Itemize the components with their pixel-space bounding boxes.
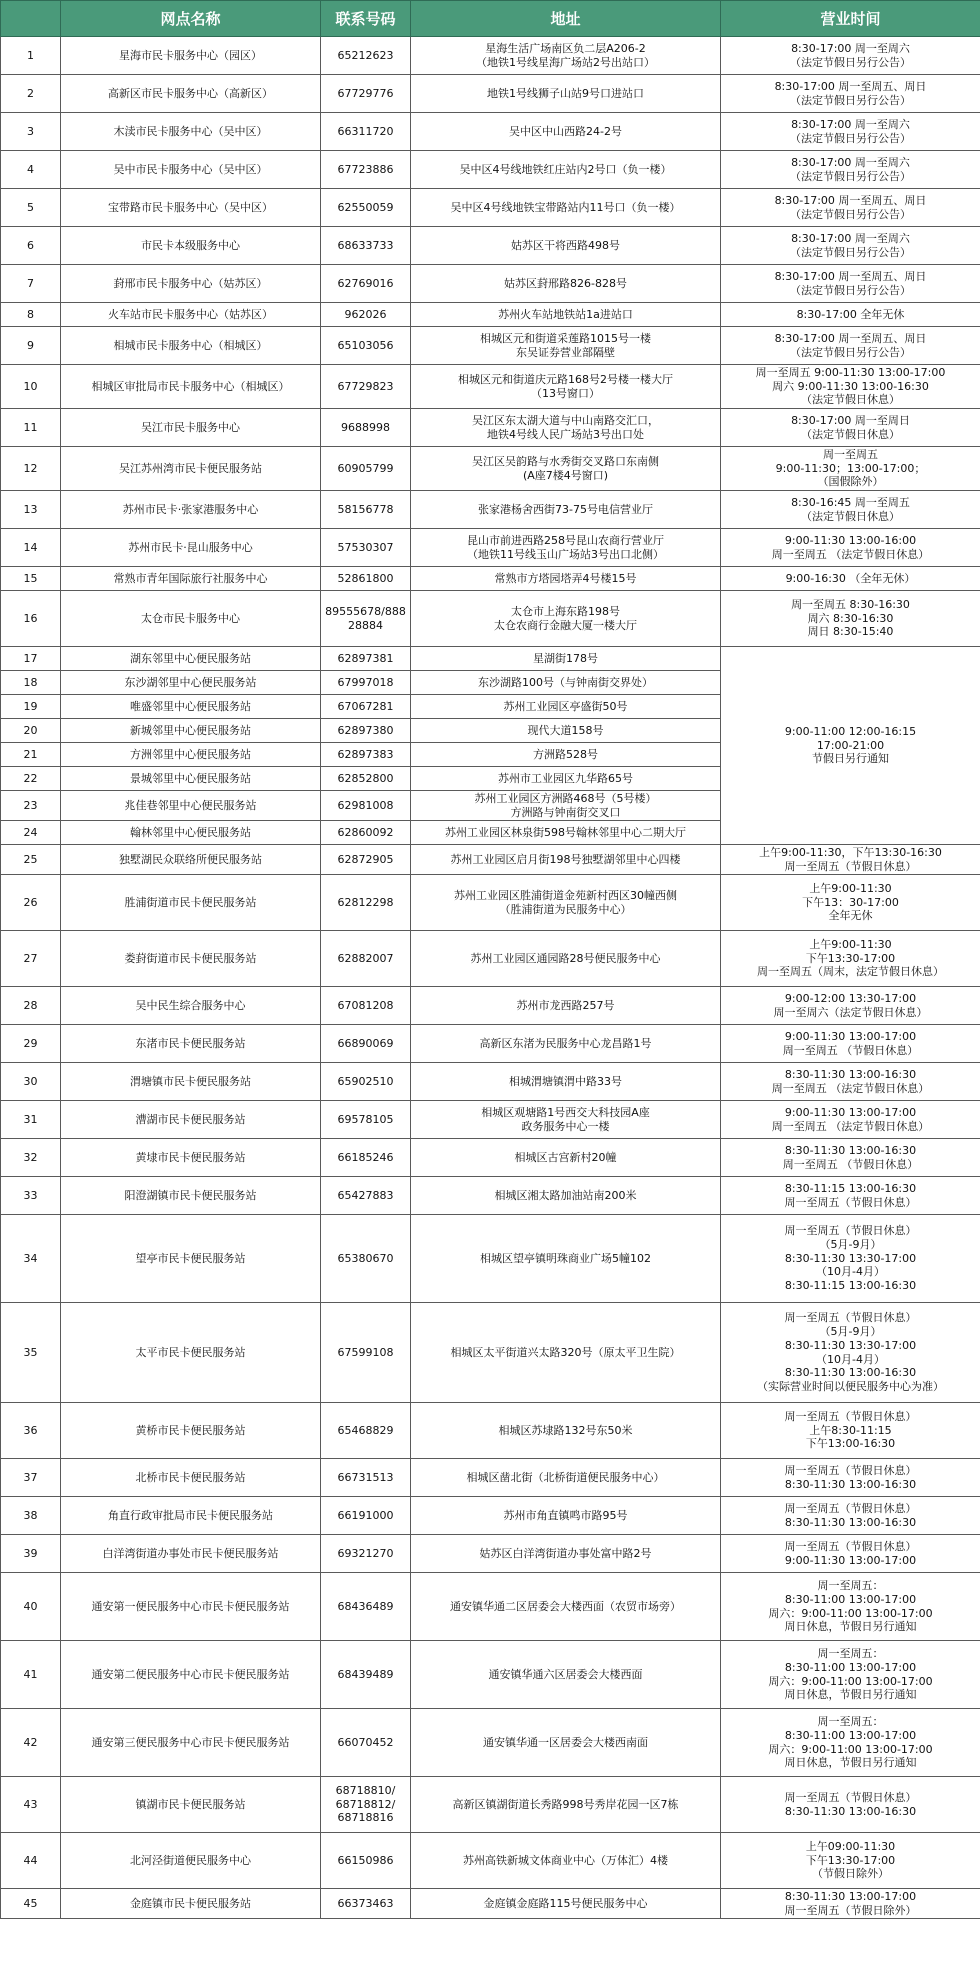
outlet-name: 漕湖市民卡便民服务站 <box>61 1101 321 1139</box>
row-index: 38 <box>1 1497 61 1535</box>
outlet-hours: 周一至周五（节假日休息） 上午8:30-11:15 下午13:00-16:30 <box>721 1403 980 1459</box>
row-index: 32 <box>1 1139 61 1177</box>
outlet-name: 北桥市民卡便民服务站 <box>61 1459 321 1497</box>
outlet-address: 苏州工业园区通园路28号便民服务中心 <box>411 931 721 987</box>
row-index: 23 <box>1 791 61 821</box>
outlet-name: 相城市民卡服务中心（相城区） <box>61 327 321 365</box>
row-index: 27 <box>1 931 61 987</box>
outlet-phone: 68436489 <box>321 1573 411 1641</box>
row-index: 25 <box>1 845 61 875</box>
row-index: 14 <box>1 529 61 567</box>
outlet-name: 吴中市民卡服务中心（吴中区） <box>61 151 321 189</box>
outlet-hours: 9:00-11:30 13:00-17:00 周一至周五 （法定节假日休息） <box>721 1101 980 1139</box>
outlet-address: 苏州市工业园区九华路65号 <box>411 767 721 791</box>
outlet-hours: 9:00-16:30 （全年无休） <box>721 567 980 591</box>
row-index: 16 <box>1 591 61 647</box>
table-row <box>1 1497 980 1535</box>
outlet-hours: 周一至周五： 8:30-11:00 13:00-17:00 周六：9:00-11:00 13:00-17:00 周日休息，节假日另行通知 <box>721 1641 980 1709</box>
table-row <box>1 1709 980 1777</box>
row-index: 9 <box>1 327 61 365</box>
outlet-address: 相城渭塘镇渭中路33号 <box>411 1063 721 1101</box>
outlet-phone: 65103056 <box>321 327 411 365</box>
outlet-name: 火车站市民卡服务中心（姑苏区） <box>61 303 321 327</box>
outlet-name: 宝带路市民卡服务中心（吴中区） <box>61 189 321 227</box>
outlet-hours: 上午9:00-11:30，下午13:30-16:30 周一至周五（节假日休息） <box>721 845 980 875</box>
outlet-phone: 69321270 <box>321 1535 411 1573</box>
row-index: 11 <box>1 409 61 447</box>
outlet-address: 高新区镇湖街道长秀路998号秀岸花园一区7栋 <box>411 1777 721 1833</box>
outlet-address: 姑苏区葑邢路826-828号 <box>411 265 721 303</box>
outlet-phone: 68633733 <box>321 227 411 265</box>
outlet-name: 通安第三便民服务中心市民卡便民服务站 <box>61 1709 321 1777</box>
outlet-name: 苏州市民卡·昆山服务中心 <box>61 529 321 567</box>
outlet-phone: 62897383 <box>321 743 411 767</box>
row-index: 6 <box>1 227 61 265</box>
table-row <box>1 37 980 75</box>
outlet-phone: 58156778 <box>321 491 411 529</box>
outlet-address: 苏州市龙西路257号 <box>411 987 721 1025</box>
outlet-hours: 周一至周五（节假日休息） 8:30-11:30 13:00-16:30 <box>721 1497 980 1535</box>
outlet-address: 常熟市方塔园塔弄4号楼15号 <box>411 567 721 591</box>
table-row <box>1 113 980 151</box>
row-index: 43 <box>1 1777 61 1833</box>
outlet-hours: 9:00-11:30 13:00-16:00 周一至周五 （法定节假日休息） <box>721 529 980 567</box>
outlet-phone: 62882007 <box>321 931 411 987</box>
table-row <box>1 529 980 567</box>
outlet-address: 高新区东渚为民服务中心龙昌路1号 <box>411 1025 721 1063</box>
outlet-address: 方洲路528号 <box>411 743 721 767</box>
row-index: 10 <box>1 365 61 409</box>
outlet-hours: 周一至周五（节假日休息） （5月-9月） 8:30-11:30 13:30-17:00 （10月-4月） 8:30-11:15 13:00-16:30 <box>721 1215 980 1303</box>
outlet-name: 兆佳巷邻里中心便民服务站 <box>61 791 321 821</box>
outlet-hours: 8:30-11:30 13:00-16:30 周一至周五 （法定节假日休息） <box>721 1063 980 1101</box>
outlet-hours: 8:30-16:45 周一至周五 （法定节假日休息） <box>721 491 980 529</box>
row-index: 1 <box>1 37 61 75</box>
row-index: 33 <box>1 1177 61 1215</box>
table-row <box>1 591 980 647</box>
table-row <box>1 1063 980 1101</box>
outlet-hours: 周一至周五（节假日休息） （5月-9月） 8:30-11:30 13:30-17:00 （10月-4月） 8:30-11:30 13:00-16:30 （实际营业时间以便民服务中心为准） <box>721 1303 980 1403</box>
outlet-name: 太仓市民卡服务中心 <box>61 591 321 647</box>
table-row <box>1 567 980 591</box>
outlet-address: 姑苏区干将西路498号 <box>411 227 721 265</box>
table-row <box>1 327 980 365</box>
outlet-phone: 62897381 <box>321 647 411 671</box>
row-index: 5 <box>1 189 61 227</box>
row-index: 13 <box>1 491 61 529</box>
row-index: 22 <box>1 767 61 791</box>
outlet-address: 通安镇华通六区居委会大楼西面 <box>411 1641 721 1709</box>
row-index: 29 <box>1 1025 61 1063</box>
outlet-address: 相城区元和街道庆元路168号2号楼一楼大厅 （13号窗口） <box>411 365 721 409</box>
outlet-phone: 65468829 <box>321 1403 411 1459</box>
outlet-phone: 66311720 <box>321 113 411 151</box>
outlet-name: 市民卡本级服务中心 <box>61 227 321 265</box>
header-address: 地址 <box>411 1 721 37</box>
outlet-hours: 周一至周五（节假日休息） 9:00-11:30 13:00-17:00 <box>721 1535 980 1573</box>
outlet-name: 白洋湾街道办事处市民卡便民服务站 <box>61 1535 321 1573</box>
outlet-address: 相城区湘太路加油站南200米 <box>411 1177 721 1215</box>
row-index: 42 <box>1 1709 61 1777</box>
row-index: 45 <box>1 1889 61 1919</box>
table-row <box>1 365 980 409</box>
table-row <box>1 1573 980 1641</box>
outlet-address: 吴江区吴韵路与水秀街交叉路口东南侧 (A座7楼4号窗口) <box>411 447 721 491</box>
outlet-address: 苏州市角直镇鸣市路95号 <box>411 1497 721 1535</box>
outlet-hours: 周一至周五： 8:30-11:00 13:00-17:00 周六：9:00-11:00 13:00-17:00 周日休息，节假日另行通知 <box>721 1709 980 1777</box>
outlet-phone: 68718810/ 68718812/ 68718816 <box>321 1777 411 1833</box>
table-row <box>1 303 980 327</box>
row-index: 17 <box>1 647 61 671</box>
outlet-hours: 9:00-11:30 13:00-17:00 周一至周五 （节假日休息） <box>721 1025 980 1063</box>
row-index: 30 <box>1 1063 61 1101</box>
outlet-address: 张家港杨舍西街73-75号电信营业厅 <box>411 491 721 529</box>
outlet-name: 望亭市民卡便民服务站 <box>61 1215 321 1303</box>
outlet-phone: 62897380 <box>321 719 411 743</box>
outlet-phone: 62812298 <box>321 875 411 931</box>
table-row <box>1 1535 980 1573</box>
outlet-name: 湖东邻里中心便民服务站 <box>61 647 321 671</box>
row-index: 3 <box>1 113 61 151</box>
outlet-name: 高新区市民卡服务中心（高新区） <box>61 75 321 113</box>
outlet-phone: 69578105 <box>321 1101 411 1139</box>
outlet-name: 方洲邻里中心便民服务站 <box>61 743 321 767</box>
outlet-address: 通安镇华通二区居委会大楼西面（农贸市场旁） <box>411 1573 721 1641</box>
row-index: 34 <box>1 1215 61 1303</box>
outlet-hours: 上午09:00-11:30 下午13:30-17:00 （节假日除外） <box>721 1833 980 1889</box>
row-index: 26 <box>1 875 61 931</box>
outlet-phone: 66373463 <box>321 1889 411 1919</box>
outlet-address: 姑苏区白洋湾街道办事处富中路2号 <box>411 1535 721 1573</box>
outlet-name: 翰林邻里中心便民服务站 <box>61 821 321 845</box>
outlet-phone: 962026 <box>321 303 411 327</box>
outlet-name: 吴江苏州湾市民卡便民服务站 <box>61 447 321 491</box>
outlet-name: 渭塘镇市民卡便民服务站 <box>61 1063 321 1101</box>
row-index: 7 <box>1 265 61 303</box>
outlet-address: 相城区元和街道采莲路1015号一楼 东吴证券营业部隔壁 <box>411 327 721 365</box>
row-index: 19 <box>1 695 61 719</box>
outlet-hours: 周一至周五 8:30-16:30 周六 8:30-16:30 周日 8:30-15:40 <box>721 591 980 647</box>
table-row <box>1 1403 980 1459</box>
outlet-address: 相城区古宫新村20幢 <box>411 1139 721 1177</box>
outlet-phone: 67081208 <box>321 987 411 1025</box>
outlet-address: 苏州工业园区亭盛街50号 <box>411 695 721 719</box>
outlet-phone: 67729776 <box>321 75 411 113</box>
outlet-name: 吴中民生综合服务中心 <box>61 987 321 1025</box>
table-row <box>1 1833 980 1889</box>
outlet-name: 相城区审批局市民卡服务中心（相城区） <box>61 365 321 409</box>
outlet-name: 阳澄湖镇市民卡便民服务站 <box>61 1177 321 1215</box>
outlet-hours: 8:30-11:30 13:00-17:00 周一至周五（节假日除外） <box>721 1889 980 1919</box>
outlet-phone: 65212623 <box>321 37 411 75</box>
outlet-phone: 65902510 <box>321 1063 411 1101</box>
outlet-name: 常熟市青年国际旅行社服务中心 <box>61 567 321 591</box>
outlet-name: 太平市民卡便民服务站 <box>61 1303 321 1403</box>
table-row <box>1 845 980 875</box>
outlet-phone: 66150986 <box>321 1833 411 1889</box>
outlet-name: 木渎市民卡服务中心（吴中区） <box>61 113 321 151</box>
row-index: 28 <box>1 987 61 1025</box>
row-index: 31 <box>1 1101 61 1139</box>
table-row <box>1 1025 980 1063</box>
outlet-hours: 周一至周五 9:00-11:30 13:00-17:00 周六 9:00-11:30 13:00-16:30 （法定节假日休息） <box>721 365 980 409</box>
outlet-hours: 周一至周五： 8:30-11:00 13:00-17:00 周六：9:00-11:00 13:00-17:00 周日休息，节假日另行通知 <box>721 1573 980 1641</box>
outlet-name: 景城邻里中心便民服务站 <box>61 767 321 791</box>
outlet-name: 葑邢市民卡服务中心（姑苏区） <box>61 265 321 303</box>
table-body <box>1 37 980 1919</box>
outlet-name: 娄葑街道市民卡便民服务站 <box>61 931 321 987</box>
outlet-address: 相城区苏埭路132号东50米 <box>411 1403 721 1459</box>
outlet-name: 黄桥市民卡便民服务站 <box>61 1403 321 1459</box>
outlet-hours: 8:30-17:00 周一至周六 （法定节假日另行公告） <box>721 151 980 189</box>
table-row <box>1 151 980 189</box>
outlet-address: 太仓市上海东路198号 太仓农商行金融大厦一楼大厅 <box>411 591 721 647</box>
outlet-phone: 62860092 <box>321 821 411 845</box>
row-index: 24 <box>1 821 61 845</box>
outlet-address: 苏州高铁新城文体商业中心（万体汇）4楼 <box>411 1833 721 1889</box>
table-row <box>1 1303 980 1403</box>
outlet-phone: 66070452 <box>321 1709 411 1777</box>
row-index: 40 <box>1 1573 61 1641</box>
outlet-phone: 65427883 <box>321 1177 411 1215</box>
outlet-phone: 62852800 <box>321 767 411 791</box>
outlet-hours: 8:30-17:00 周一至周五、周日 （法定节假日另行公告） <box>721 75 980 113</box>
outlet-address: 吴中区4号线地铁红庄站内2号口（负一楼） <box>411 151 721 189</box>
table-row <box>1 491 980 529</box>
outlet-hours: 周一至周五（节假日休息） 8:30-11:30 13:00-16:30 <box>721 1777 980 1833</box>
outlet-name: 东沙湖邻里中心便民服务站 <box>61 671 321 695</box>
outlet-hours: 8:30-17:00 周一至周日 （法定节假日休息） <box>721 409 980 447</box>
outlet-phone: 60905799 <box>321 447 411 491</box>
outlet-phone: 89555678/888 28884 <box>321 591 411 647</box>
table-row <box>1 931 980 987</box>
outlet-address: 苏州工业园区启月街198号独墅湖邻里中心四楼 <box>411 845 721 875</box>
table-row <box>1 1889 980 1919</box>
outlet-hours: 8:30-17:00 全年无休 <box>721 303 980 327</box>
outlet-phone: 68439489 <box>321 1641 411 1709</box>
table-row <box>1 1177 980 1215</box>
outlet-hours: 8:30-17:00 周一至周五、周日 （法定节假日另行公告） <box>721 189 980 227</box>
outlet-address: 金庭镇金庭路115号便民服务中心 <box>411 1889 721 1919</box>
outlet-name: 通安第二便民服务中心市民卡便民服务站 <box>61 1641 321 1709</box>
outlet-phone: 57530307 <box>321 529 411 567</box>
header-hours: 营业时间 <box>721 1 980 37</box>
outlet-hours: 上午9:00-11:30 下午13：30-17:00 全年无休 <box>721 875 980 931</box>
table-row <box>1 1459 980 1497</box>
outlet-address: 吴中区4号线地铁宝带路站内11号口（负一楼） <box>411 189 721 227</box>
outlet-phone: 66890069 <box>321 1025 411 1063</box>
table-row <box>1 1215 980 1303</box>
outlet-hours: 8:30-11:15 13:00-16:30 周一至周五（节假日休息） <box>721 1177 980 1215</box>
outlet-address: 昆山市前进西路258号昆山农商行营业厅 （地铁11号线玉山广场站3号出口北侧） <box>411 529 721 567</box>
table-row <box>1 1641 980 1709</box>
outlet-phone: 62872905 <box>321 845 411 875</box>
outlet-hours: 8:30-17:00 周一至周六 （法定节假日另行公告） <box>721 227 980 265</box>
row-index: 12 <box>1 447 61 491</box>
table-row <box>1 265 980 303</box>
table-row <box>1 189 980 227</box>
table-row <box>1 1777 980 1833</box>
header-row <box>1 1 980 37</box>
outlet-name: 胜浦街道市民卡便民服务站 <box>61 875 321 931</box>
outlet-hours: 9:00-12:00 13:30-17:00 周一至周六（法定节假日休息） <box>721 987 980 1025</box>
row-index: 41 <box>1 1641 61 1709</box>
row-index: 2 <box>1 75 61 113</box>
outlet-address: 地铁1号线狮子山站9号口进站口 <box>411 75 721 113</box>
outlet-phone: 67729823 <box>321 365 411 409</box>
outlet-name: 新城邻里中心便民服务站 <box>61 719 321 743</box>
outlet-name: 苏州市民卡·张家港服务中心 <box>61 491 321 529</box>
row-index: 35 <box>1 1303 61 1403</box>
row-index: 18 <box>1 671 61 695</box>
outlet-hours: 8:30-17:00 周一至周六 （法定节假日另行公告） <box>721 37 980 75</box>
row-index: 39 <box>1 1535 61 1573</box>
table-row <box>1 875 980 931</box>
header-phone: 联系号码 <box>321 1 411 37</box>
outlet-phone: 67599108 <box>321 1303 411 1403</box>
outlet-name: 吴江市民卡服务中心 <box>61 409 321 447</box>
outlet-hours: 8:30-11:30 13:00-16:30 周一至周五 （节假日休息） <box>721 1139 980 1177</box>
row-index: 15 <box>1 567 61 591</box>
outlet-hours: 8:30-17:00 周一至周五、周日 （法定节假日另行公告） <box>721 327 980 365</box>
row-index: 21 <box>1 743 61 767</box>
outlet-address: 吴中区中山西路24-2号 <box>411 113 721 151</box>
outlet-name: 金庭镇市民卡便民服务站 <box>61 1889 321 1919</box>
outlet-name: 东渚市民卡便民服务站 <box>61 1025 321 1063</box>
outlet-phone: 62769016 <box>321 265 411 303</box>
table-row <box>1 1139 980 1177</box>
outlet-name: 北河泾街道便民服务中心 <box>61 1833 321 1889</box>
table-row <box>1 647 980 671</box>
outlet-phone: 62550059 <box>321 189 411 227</box>
outlet-name: 黄埭市民卡便民服务站 <box>61 1139 321 1177</box>
header-name: 网点名称 <box>61 1 321 37</box>
outlet-name: 星海市民卡服务中心（园区） <box>61 37 321 75</box>
row-index: 20 <box>1 719 61 743</box>
outlet-phone: 52861800 <box>321 567 411 591</box>
outlet-address: 苏州火车站地铁站1a进站口 <box>411 303 721 327</box>
outlet-name: 镇湖市民卡便民服务站 <box>61 1777 321 1833</box>
header-index <box>1 1 61 37</box>
outlet-address: 相城区望亭镇明珠商业广场5幢102 <box>411 1215 721 1303</box>
outlet-address: 吴江区东太湖大道与中山南路交汇口， 地铁4号线人民广场站3号出口处 <box>411 409 721 447</box>
outlet-address: 相城区观塘路1号西交大科技园A座 政务服务中心一楼 <box>411 1101 721 1139</box>
row-index: 37 <box>1 1459 61 1497</box>
outlet-name: 独墅湖民众联络所便民服务站 <box>61 845 321 875</box>
outlet-address: 相城区太平街道兴太路320号（原太平卫生院） <box>411 1303 721 1403</box>
outlet-name: 角直行政审批局市民卡便民服务站 <box>61 1497 321 1535</box>
row-index: 8 <box>1 303 61 327</box>
outlet-address: 星海生活广场南区负二层A206-2 （地铁1号线星海广场站2号出站口） <box>411 37 721 75</box>
outlet-name: 通安第一便民服务中心市民卡便民服务站 <box>61 1573 321 1641</box>
outlet-phone: 67997018 <box>321 671 411 695</box>
row-index: 4 <box>1 151 61 189</box>
outlet-name: 唯盛邻里中心便民服务站 <box>61 695 321 719</box>
outlet-phone: 67723886 <box>321 151 411 189</box>
outlet-address: 苏州工业园区林泉街598号翰林邻里中心二期大厅 <box>411 821 721 845</box>
outlet-hours: 8:30-17:00 周一至周五、周日 （法定节假日另行公告） <box>721 265 980 303</box>
table-row <box>1 987 980 1025</box>
row-index: 36 <box>1 1403 61 1459</box>
outlet-address: 东沙湖路100号（与钟南街交界处） <box>411 671 721 695</box>
outlet-hours: 周一至周五（节假日休息） 8:30-11:30 13:00-16:30 <box>721 1459 980 1497</box>
table-row <box>1 409 980 447</box>
group-hours: 9:00-11:00 12:00-16:15 17:00-21:00 节假日另行通知 <box>721 647 980 845</box>
outlet-address: 现代大道158号 <box>411 719 721 743</box>
table-row <box>1 75 980 113</box>
outlet-address: 星湖街178号 <box>411 647 721 671</box>
table-row <box>1 447 980 491</box>
row-index: 44 <box>1 1833 61 1889</box>
outlet-phone: 9688998 <box>321 409 411 447</box>
outlet-phone: 67067281 <box>321 695 411 719</box>
outlet-phone: 66191000 <box>321 1497 411 1535</box>
outlet-address: 相城区凿北街（北桥街道便民服务中心） <box>411 1459 721 1497</box>
table-row <box>1 1101 980 1139</box>
outlet-address: 苏州工业园区胜浦街道金苑新村西区30幢西侧 （胜浦街道为民服务中心） <box>411 875 721 931</box>
outlet-hours: 上午9:00-11:30 下午13:30-17:00 周一至周五（周末，法定节假日休息） <box>721 931 980 987</box>
outlet-address: 通安镇华通一区居委会大楼西南面 <box>411 1709 721 1777</box>
outlet-hours: 周一至周五 9:00-11:30；13:00-17:00； （国假除外） <box>721 447 980 491</box>
table-row <box>1 227 980 265</box>
outlet-address: 苏州工业园区方洲路468号（5号楼） 方洲路与钟南街交叉口 <box>411 791 721 821</box>
outlet-phone: 65380670 <box>321 1215 411 1303</box>
outlet-phone: 62981008 <box>321 791 411 821</box>
outlet-phone: 66731513 <box>321 1459 411 1497</box>
outlet-phone: 66185246 <box>321 1139 411 1177</box>
outlet-hours: 8:30-17:00 周一至周六 （法定节假日另行公告） <box>721 113 980 151</box>
